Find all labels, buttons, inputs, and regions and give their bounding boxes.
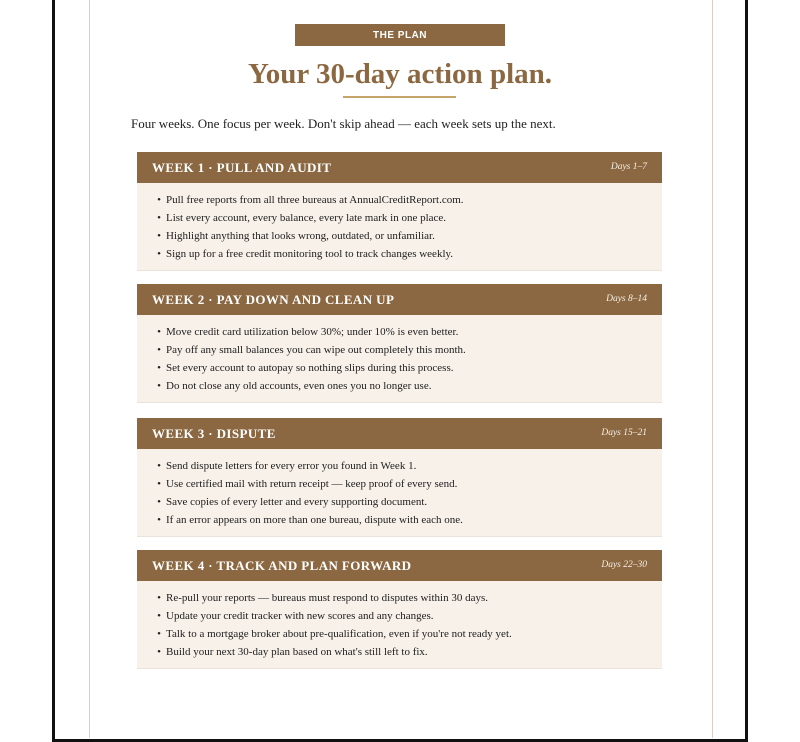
bullet-icon: • (157, 610, 161, 622)
week-1-item-3 (155, 227, 648, 245)
week-2-item-2 (155, 341, 648, 359)
bullet-icon: • (157, 212, 161, 224)
bullet-icon: • (157, 478, 161, 490)
week-1-list (137, 183, 662, 270)
bullet-icon: • (157, 496, 161, 508)
week-4-title: WEEK 4 · TRACK AND PLAN FORWARD (152, 558, 412, 573)
week-4-list (137, 581, 662, 668)
bullet-icon: • (157, 248, 161, 260)
week-2-item-1-text: Move credit card utilization below 30%; under 10% is even better. (166, 326, 459, 338)
week-2-title: WEEK 2 · PAY DOWN AND CLEAN UP (152, 292, 395, 307)
week-4-item-2 (155, 607, 648, 625)
week-1-item-2 (155, 209, 648, 227)
week-2-card (137, 284, 662, 402)
week-3-item-1-text: Send dispute letters for every error you found in Week 1. (166, 460, 417, 472)
bullet-icon: • (157, 344, 161, 356)
week-3-item-2-text: Use certified mail with return receipt — keep proof of every send. (166, 478, 458, 490)
week-3-item-4 (155, 511, 648, 529)
week-1-card (137, 152, 662, 270)
week-4-item-1 (155, 589, 648, 607)
week-3-days: Days 15–21 (601, 428, 647, 438)
week-1-title: WEEK 1 · PULL AND AUDIT (152, 160, 332, 175)
week-4-item-2-text: Update your credit tracker with new scores and any changes. (166, 610, 434, 622)
bullet-icon: • (157, 628, 161, 640)
week-1-item-1-text: Pull free reports from all three bureaus at AnnualCreditReport.com. (166, 194, 464, 206)
week-4-card (137, 550, 662, 668)
week-1-item-2-text: List every account, every balance, every late mark in one place. (166, 212, 447, 224)
week-1-item-4 (155, 245, 648, 263)
week-3-item-4-text: If an error appears on more than one bureau, dispute with each one. (166, 514, 463, 526)
week-4-item-3-text: Talk to a mortgage broker about pre-qualification, even if you're not ready yet. (166, 628, 512, 640)
week-4-item-1-text: Re-pull your reports — bureaus must respond to disputes within 30 days. (166, 592, 489, 604)
week-3-list (137, 449, 662, 536)
week-1-item-1 (155, 191, 648, 209)
week-2-item-3-text: Set every account to autopay so nothing slips during this process. (166, 362, 454, 374)
bullet-icon: • (157, 362, 161, 374)
page-title: Your 30-day action plan. (247, 58, 553, 90)
week-3-item-3-text: Save copies of every letter and every supporting document. (166, 496, 428, 508)
title-divider (343, 96, 456, 98)
week-3-title: WEEK 3 · DISPUTE (152, 426, 276, 441)
section-kicker: THE PLAN (295, 24, 505, 46)
week-4-header (137, 550, 662, 581)
week-3-card (137, 418, 662, 536)
week-2-item-4-text: Do not close any old accounts, even ones you no longer use. (166, 380, 432, 392)
week-2-item-2-text: Pay off any small balances you can wipe out completely this month. (166, 344, 466, 356)
bullet-icon: • (157, 514, 161, 526)
bullet-icon: • (157, 380, 161, 392)
week-2-days: Days 8–14 (606, 294, 647, 304)
week-4-item-3 (155, 625, 648, 643)
week-4-item-4-text: Build your next 30-day plan based on what's still left to fix. (166, 646, 428, 658)
week-2-header (137, 284, 662, 315)
week-1-item-3-text: Highlight anything that looks wrong, outdated, or unfamiliar. (166, 230, 435, 242)
week-3-header (137, 418, 662, 449)
week-4-item-4 (155, 643, 648, 661)
week-4-days: Days 22–30 (601, 560, 647, 570)
week-3-item-3 (155, 493, 648, 511)
intro-text: Four weeks. One focus per week. Don't skip ahead — each week sets up the next. (131, 116, 556, 131)
bullet-icon: • (157, 326, 161, 338)
bullet-icon: • (157, 194, 161, 206)
bullet-icon: • (157, 460, 161, 472)
bullet-icon: • (157, 646, 161, 658)
week-2-item-1 (155, 323, 648, 341)
week-1-days: Days 1–7 (610, 162, 647, 172)
week-1-header (137, 152, 662, 183)
week-2-item-3 (155, 359, 648, 377)
week-3-item-2 (155, 475, 648, 493)
week-2-item-4 (155, 377, 648, 395)
bullet-icon: • (157, 592, 161, 604)
bullet-icon: • (157, 230, 161, 242)
week-3-item-1 (155, 457, 648, 475)
week-1-item-4-text: Sign up for a free credit monitoring tool to track changes weekly. (166, 248, 454, 260)
week-2-list (137, 315, 662, 402)
